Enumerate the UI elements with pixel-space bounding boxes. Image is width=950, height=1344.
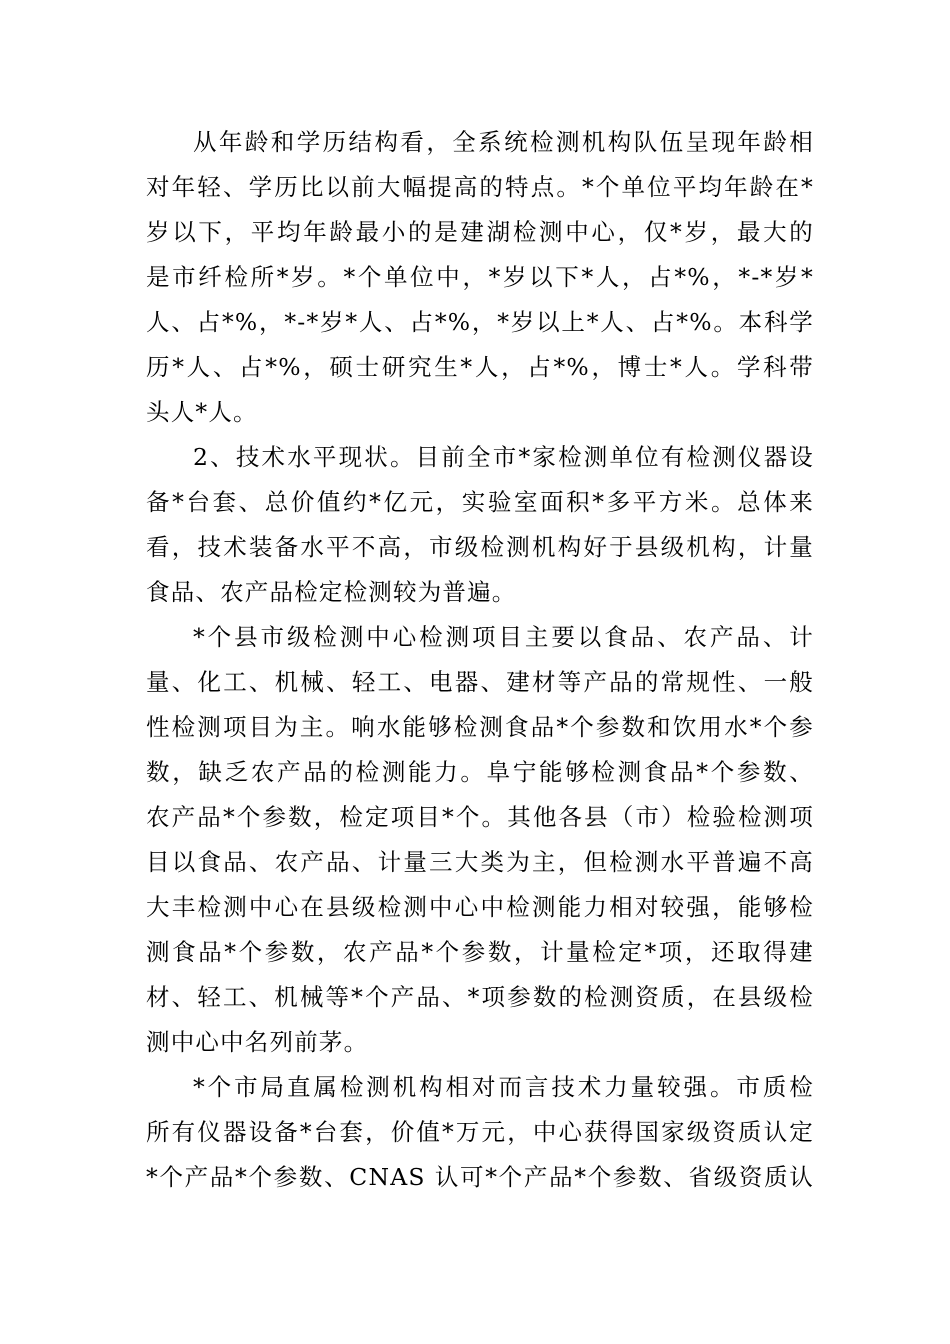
paragraph-2-line-1: 2、技术水平现状。目前全市*家检测单位有检测仪器设	[193, 443, 814, 471]
paragraph-1-line-7: 头人*人。	[146, 398, 258, 426]
paragraph-4-line-2: 所有仪器设备*台套，价值*万元，中心获得国家级资质认定	[146, 1118, 814, 1146]
paragraph-3-line-5: 农产品*个参数，检定项目*个。其他各县（市）检验检测项	[146, 803, 814, 831]
paragraph-3-line-6: 目以食品、农产品、计量三大类为主，但检测水平普遍不高	[146, 848, 814, 876]
paragraph-4-line-3: *个产品*个参数、CNAS 认可*个产品*个参数、省级资质认	[146, 1163, 814, 1191]
paragraph-3-line-7: 大丰检测中心在县级检测中心中检测能力相对较强，能够检	[146, 893, 814, 921]
paragraph-3-line-4: 数，缺乏农产品的检测能力。阜宁能够检测食品*个参数、	[146, 758, 814, 786]
paragraph-3-line-10: 测中心中名列前茅。	[146, 1028, 369, 1056]
paragraph-1-line-4: 是市纤检所*岁。*个单位中，*岁以下*人，占*%，*-*岁*	[146, 263, 814, 291]
paragraph-2-line-2: 备*台套、总价值约*亿元，实验室面积*多平方米。总体来	[146, 488, 814, 516]
paragraph-2-line-4: 食品、农产品检定检测较为普遍。	[146, 578, 517, 606]
paragraph-1-line-1: 从年龄和学历结构看，全系统检测机构队伍呈现年龄相	[193, 128, 814, 156]
paragraph-3-line-1: *个县市级检测中心检测项目主要以食品、农产品、计	[193, 623, 814, 651]
body-text	[146, 120, 814, 1200]
paragraph-3-line-8: 测食品*个参数，农产品*个参数，计量检定*项，还取得建	[146, 938, 814, 966]
paragraph-3-line-9: 材、轻工、机械等*个产品、*项参数的检测资质，在县级检	[146, 983, 814, 1011]
paragraph-1-line-5: 人、占*%，*-*岁*人、占*%，*岁以上*人、占*%。本科学	[146, 308, 814, 336]
paragraph-1-line-3: 岁以下，平均年龄最小的是建湖检测中心，仅*岁，最大的	[146, 218, 814, 246]
paragraph-2-line-3: 看，技术装备水平不高，市级检测机构好于县级机构，计量	[146, 533, 814, 561]
paragraph-3-line-2: 量、化工、机械、轻工、电器、建材等产品的常规性、一般	[146, 668, 814, 696]
paragraph-1-line-2: 对年轻、学历比以前大幅提高的特点。*个单位平均年龄在*	[146, 173, 814, 201]
paragraph-3-line-3: 性检测项目为主。响水能够检测食品*个参数和饮用水*个参	[146, 713, 814, 741]
paragraph-4-line-1: *个市局直属检测机构相对而言技术力量较强。市质检	[193, 1073, 814, 1101]
paragraph-1-line-6: 历*人、占*%，硕士研究生*人，占*%，博士*人。学科带	[146, 353, 814, 381]
